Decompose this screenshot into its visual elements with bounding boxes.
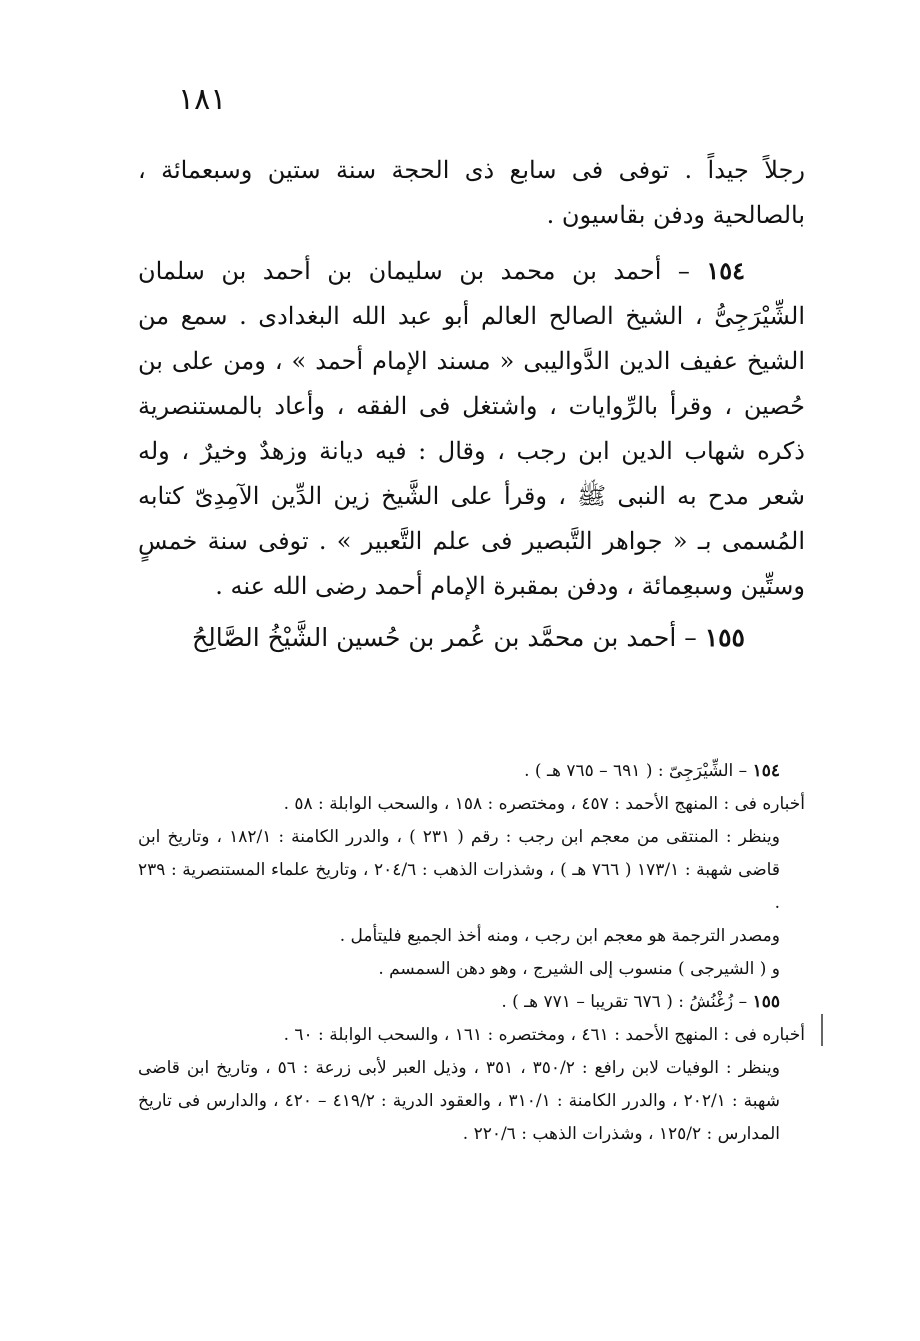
footnote-line: أخباره فى : المنهج الأحمد : ٤٥٧ ، ومختصره : ١٥٨ ، والسحب الوابلة : ٥٨ . [283,794,805,814]
continuation-paragraph: رجلاً جيداً . توفى فى سابع ذى الحجة سنة ستين وسبعمائة ، بالصالحية ودفن بقاسيون . [138,156,805,229]
footnote-line: أخباره فى : المنهج الأحمد : ٤٦١ ، ومختصره : ١٦١ ، والسحب الوابلة : ٦٠ . [283,1025,805,1045]
entry-154 [138,248,805,609]
footnote-154-heading [138,755,805,788]
footnotes [138,755,805,1151]
entry-text: – أحمد بن محمد بن سليمان بن أحمد بن سلمان الشِّيْرَجِىُّ ، الشيخ الصالح العالم أبو عبد الله البغدادى . سمع من الشيخ عفيف الدين الدَّواليبى « مسند الإمام أحمد » ، ومن على بن حُصين ، وقرأ بالرِّوايات ، واشتغل فى الفقه ، وأعاد بالمستنصرية ذكره شهاب الدين ابن رجب ، وقال : فيه ديانة وزهدٌ وخيرٌ ، وله شعر مدح به النبى ﷺ ، وقرأ على الشَّيخ زين الدِّين الآمِدِىّ كتابه المُسمى بـ « جواهر التَّبصير فى علم التَّعبير » . توفى سنة خمسٍ وستِّين وسبعِمائة ، ودفن بمقبرة الإمام أحمد رضى الله عنه . [138,257,805,600]
entry-text: – أحمد بن محمَّد بن عُمر بن حُسين الشَّيْخُ الصَّالِحُ [192,623,705,652]
footnote-line: وينظر : الوفيات لابن رافع : ٣٥٠/٢ ، ٣٥١ ، وذيل العبر لأبى زرعة : ٥٦ ، وتاريخ ابن قاضى شهبة : ٢٠٢/١ ، والدرر الكامنة : ٣١٠/١ ، والعقود الدرية : ٤١٩/٢ – ٤٢٠ ، والدارس فى تاريخ المدارس : ١٢٥/٢ ، وشذرات الذهب : ٢٢٠/٦ . [138,1058,780,1144]
margin-mark [821,1014,823,1046]
entry-number: ١٥٥ [704,623,745,652]
footnote-155-heading [138,986,805,1019]
main-text [138,148,805,660]
footnote-heading-text: – زُغْنُشُ : ( ٦٧٦ تقريبا – ٧٧١ هـ ) . [501,992,753,1012]
page-number: ١٨١ [178,82,227,117]
footnote-number: ١٥٤ [752,761,780,781]
footnote-line: و ( الشيرجى ) منسوب إلى الشيرج ، وهو دهن السمسم . [378,959,780,979]
footnote-number: ١٥٥ [752,992,780,1012]
footnote-line: ومصدر الترجمة هو معجم ابن رجب ، ومنه أخذ الجميع فليتأمل . [339,926,780,946]
entry-number: ١٥٤ [706,256,745,285]
footnote-line: وينظر : المنتقى من معجم ابن رجب : رقم ( ٢٣١ ) ، والدرر الكامنة : ١٨٢/١ ، وتاريخ ابن قاضى شهبة : ١٧٣/١ ( ٧٦٦ هـ ) ، وشذرات الذهب : ٢٠٤/٦ ، وتاريخ علماء المستنصرية : ٢٣٩ . [138,827,780,913]
footnote-heading-text: – الشِّيْرَجِىّ : ( ٦٩١ – ٧٦٥ هـ ) . [524,761,753,781]
entry-155 [138,615,805,660]
